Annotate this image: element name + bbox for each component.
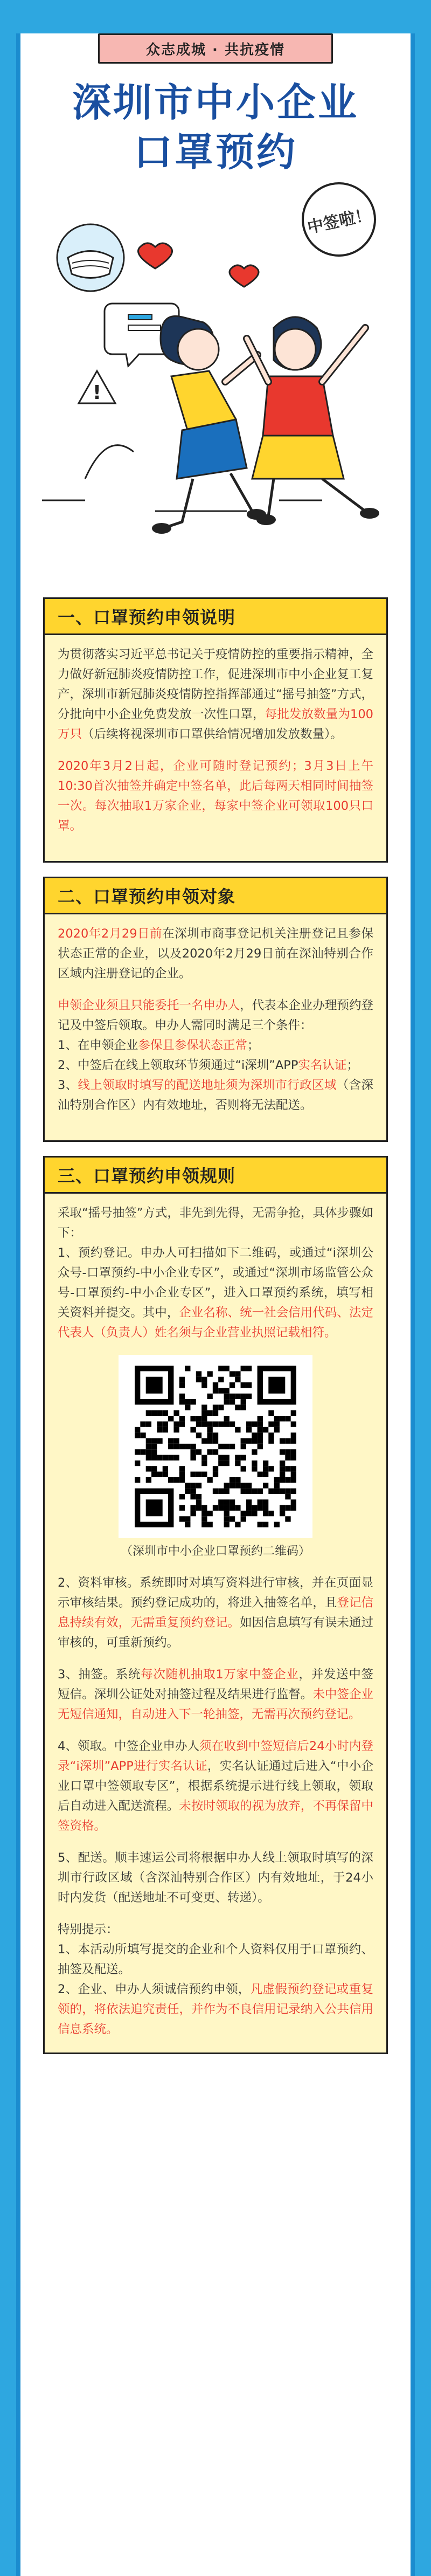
text: 如因信息填写有误未通过审核的，可重新预约。 [58, 1616, 373, 1650]
text: 在深圳市商事登记机关注册登记且参保状态正常的企业，以及2020年2月29日前在深汕特别合作区域内注册登记的企业。 [58, 927, 373, 981]
section-body [45, 914, 386, 1140]
highlight-text: 未按时领取的视为放弃，不再保留中签资格。 [58, 1799, 373, 1833]
step-3 [58, 1665, 373, 1725]
section-body [45, 1194, 386, 2052]
qr-caption: （深圳市中小企业口罩预约二维码） [120, 1545, 310, 1558]
girl-right-figure [247, 317, 379, 525]
title-line-2: 口罩预约 [134, 127, 297, 177]
highlight-text: 未中签企业无短信通知，自动进入下一轮抽签，无需再次预约登记。 [58, 1688, 373, 1721]
page-title [20, 78, 411, 177]
section-title: 二、口罩预约申领对象 [45, 878, 386, 914]
warning-icon [79, 371, 115, 404]
text: 1、在申领企业 [58, 1038, 138, 1052]
paragraph-schedule: 2020年3月2日起，企业可随时登记预约；3月3日上午10:30首次抽签并确定中签名单，此后每两天相同时间抽签一次。每次抽取1万家企业，每家中签企业可领取100只口罩。 [58, 759, 373, 833]
section-eligibility [43, 877, 388, 1142]
section-application-notes [43, 597, 388, 863]
qr-code[interactable] [119, 1355, 312, 1538]
text: 1、预约登记。申办人可扫描如下二维码，或通过“i深圳公众号-口罩预约-中小企业专区”，或通过“深圳市场监管公众号-口罩预约-中小企业专区”，进入口罩预约系统，填写相关资料并提交。其中， [58, 1246, 373, 1320]
section-rules [43, 1156, 388, 2054]
step-4 [58, 1737, 373, 1836]
highlight-text: 企业名称、统一社会信用代码、法定代表人（负责人）姓名须与企业营业执照记载相符。 [58, 1306, 373, 1340]
heart-icon [230, 265, 259, 287]
paragraph [58, 996, 373, 1115]
paragraph [58, 924, 373, 984]
svg-text:!: ! [92, 382, 102, 404]
tip-1: 1、本活动所填写提交的企业和个人资料仅用于口罩预约、抽签及配送。 [58, 1943, 373, 1976]
step-1 [58, 1243, 373, 1343]
text: （含深汕特别合作区）内有效地址，否则将无法配送。 [58, 1078, 373, 1112]
tip-2: 2、企业、申办人须诚信预约申领， [58, 1982, 251, 1996]
poster [16, 33, 415, 2576]
highlight-text: 每次随机抽取1万家中签企业 [141, 1668, 299, 1682]
text: 4、领取。中签企业申办人 [58, 1739, 200, 1753]
text: ，代表本企业办理预约登记及中签后领取。申办人需同时满足三个条件： [58, 998, 373, 1032]
speech-badge: 中签啦！ [295, 175, 383, 264]
step-5: 5、配送。顺丰速运公司将根据申办人线上领取时填写的深圳市行政区域（含深汕特别合作区）内有效地址，于24小时内发货（配送地址不可变更、转递）。 [58, 1851, 373, 1905]
paragraph [58, 645, 373, 745]
highlight-text: 线上领取时填写的配送地址须为深圳市行政区域 [78, 1078, 337, 1092]
section-title: 一、口罩预约申领说明 [45, 599, 386, 635]
tips [58, 1920, 373, 2040]
text: ； [247, 1038, 260, 1052]
text: 3、 [58, 1078, 78, 1092]
text: 为贯彻落实习近平总书记关于疫情防控的重要指示精神，全力做好新冠肺炎疫情防控工作，促进深圳市中小企业复工复产，深圳市新冠肺炎疫情防控指挥部通过“摇号抽签”方式，分批向中小企业免费发放一次性口罩， [58, 648, 373, 721]
step-2 [58, 1573, 373, 1653]
highlight-text: 申领企业须且只能委托一名申办人 [58, 998, 240, 1013]
text: ，实名认证通过后进入“中小企业口罩中签领取专区”，根据系统提示进行线上领取，领取后自动进入配送流程。 [58, 1759, 373, 1813]
text: ； [346, 1058, 359, 1072]
heart-icon [138, 243, 172, 268]
text: （后续将视深圳市口罩供给情况增加发放数量）。 [82, 727, 343, 741]
illustration [20, 177, 411, 597]
highlight-text: 参保且参保状态正常 [138, 1038, 247, 1052]
highlight-text: 2020年2月29日前 [58, 927, 163, 941]
title-line-1: 深圳市中小企业 [72, 80, 359, 125]
text: ，并发送中签短信。深圳公证处对抽签过程及结果进行监督。 [58, 1668, 373, 1702]
intro: 采取“摇号抽签”方式，非先到先得，无需争抢，具体步骤如下： [58, 1206, 373, 1240]
text: 2、中签后在线上领取环节须通过“i深圳”APP [58, 1058, 298, 1072]
qr-code-icon [135, 1366, 296, 1527]
mask-icon [57, 224, 124, 291]
section-body [45, 635, 386, 861]
highlight-text: 凡虚假预约登记或重复领的，将依法追究责任，并作为不良信用记录纳入公共信用信息系统。 [58, 1982, 373, 2036]
highlight-text: 每批发放数量为100万只 [58, 707, 373, 741]
tips-title: 特别提示： [58, 1923, 119, 1937]
highlight-text: 登记信息持续有效，无需重复预约登记。 [58, 1596, 373, 1630]
top-banner: 众志成城 · 共抗疫情 [98, 33, 333, 64]
highlight-text: 须在收到中签短信后24小时内登录“i深圳”APP进行实名认证 [58, 1739, 373, 1773]
text: 2、资料审核。系统即时对填写资料进行审核，并在页面显示审核结果。预约登记成功的，将进入抽签名单，且 [58, 1576, 373, 1610]
section-title: 三、口罩预约申领规则 [45, 1158, 386, 1194]
highlight-text: 实名认证 [298, 1058, 347, 1072]
text: 3、抽签。系统 [58, 1668, 141, 1682]
